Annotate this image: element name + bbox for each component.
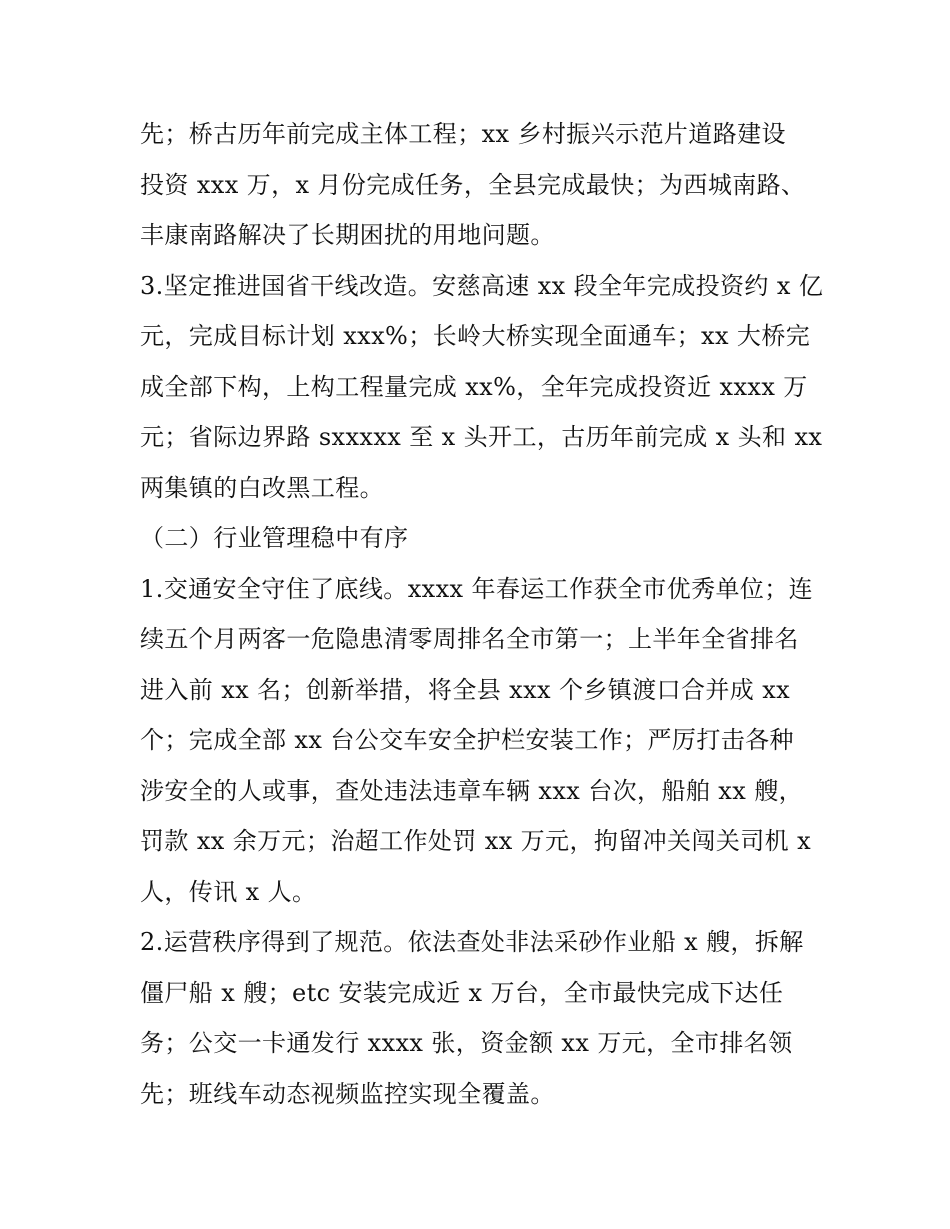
text-line: 元，完成目标计划 xxx%；长岭大桥实现全面通车；xx 大桥完 — [140, 322, 811, 350]
text-line: 1.交通安全守住了底线。xxxx 年春运工作获全市优秀单位；连 — [140, 574, 814, 603]
text-line: 人，传讯 x 人。 — [140, 877, 317, 906]
text-line: 僵尸船 x 艘；etc 安装完成近 x 万台，全市最快完成下达任 — [140, 978, 784, 1007]
text-line: 2.运营秩序得到了规范。依法查处非法采砂作业船 x 艘，拆解 — [140, 928, 804, 956]
text-line: 元；省际边界路 sxxxxx 至 x 头开工，古历年前完成 x 头和 xx — [140, 423, 823, 451]
text-line: 成全部下构，上构工程量完成 xx%，全年完成投资近 xxxx 万 — [140, 372, 808, 401]
text-line: 罚款 xx 余万元；治超工作处罚 xx 万元，拘留冲关闯关司机 x — [140, 827, 812, 855]
text-line: 投资 xxx 万，x 月份完成任务，全县完成最快；为西城南路、 — [140, 170, 806, 199]
text-line: 丰康南路解决了长期困扰的用地问题。 — [140, 221, 555, 249]
text-line: 务；公交一卡通发行 xxxx 张，资金额 xx 万元，全市排名领 — [140, 1029, 793, 1057]
text-line: 两集镇的白改黑工程。 — [140, 473, 384, 502]
text-line: 个；完成全部 xx 台公交车安全护栏安装工作；严厉打击各种 — [140, 726, 794, 754]
text-line: 先；班线车动态视频监控实现全覆盖。 — [140, 1079, 555, 1108]
section-heading: （二）行业管理稳中有序 — [140, 524, 409, 552]
text-line: 涉安全的人或事，查处违法违章车辆 xxx 台次，船舶 xx 艘， — [140, 776, 803, 805]
text-line: 先；桥古历年前完成主体工程；xx 乡村振兴示范片道路建设 — [140, 120, 786, 148]
text-line: 续五个月两客一危隐患清零周排名全市第一；上半年全省排名 — [140, 625, 799, 653]
text-line: 进入前 xx 名；创新举措，将全县 xxx 个乡镇渡口合并成 xx — [140, 675, 791, 704]
text-line: 3.坚定推进国省干线改造。安慈高速 xx 段全年完成投资约 x 亿 — [140, 271, 824, 300]
document-body — [140, 109, 824, 1119]
